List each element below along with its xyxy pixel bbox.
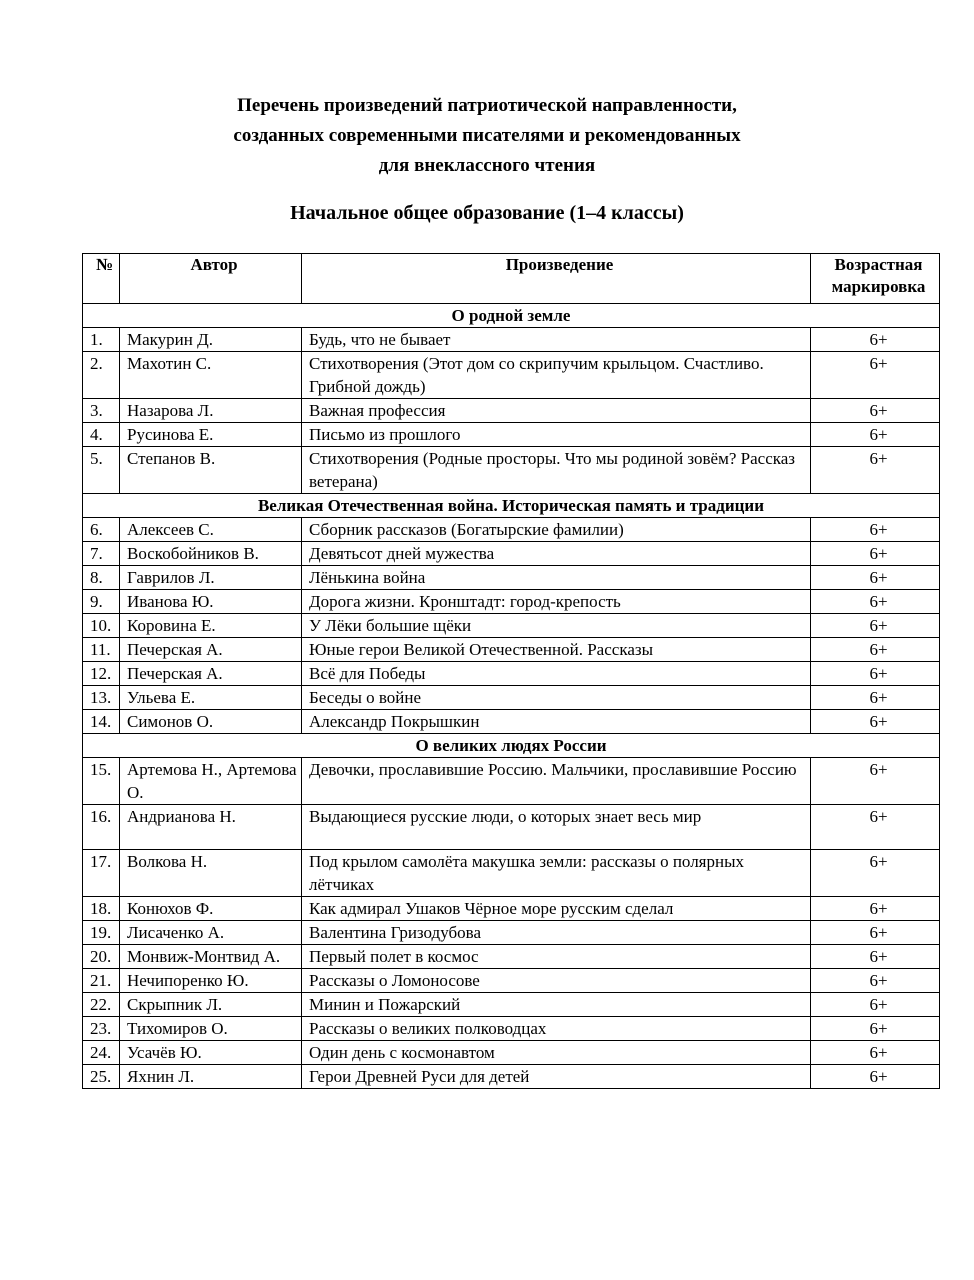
age-rating-cell: 6+ bbox=[811, 328, 940, 352]
title-line: созданных современными писателями и рекомендованных bbox=[233, 125, 741, 146]
author-cell: Лисаченко А. bbox=[120, 921, 302, 945]
table-row bbox=[83, 1041, 940, 1065]
table-row bbox=[83, 805, 940, 850]
author-cell: Нечипоренко Ю. bbox=[120, 969, 302, 993]
section-row bbox=[83, 494, 940, 518]
age-rating-cell: 6+ bbox=[811, 399, 940, 423]
age-rating-cell: 6+ bbox=[811, 710, 940, 734]
title-line: Перечень произведений патриотической направленности, bbox=[237, 95, 737, 116]
row-number: 15. bbox=[83, 758, 120, 805]
header-age-rating: Возрастная маркировка bbox=[811, 254, 940, 304]
section-title: Великая Отечественная война. Историческая память и традиции bbox=[83, 494, 940, 518]
author-cell: Симонов О. bbox=[120, 710, 302, 734]
table-row bbox=[83, 921, 940, 945]
work-cell: Письмо из прошлого bbox=[302, 423, 811, 447]
age-rating-cell: 6+ bbox=[811, 590, 940, 614]
work-cell: Первый полет в космос bbox=[302, 945, 811, 969]
age-rating-cell: 6+ bbox=[811, 686, 940, 710]
author-cell: Махотин С. bbox=[120, 352, 302, 399]
work-cell: Дорога жизни. Кронштадт: город-крепость bbox=[302, 590, 811, 614]
row-number: 22. bbox=[83, 993, 120, 1017]
row-number: 16. bbox=[83, 805, 120, 850]
author-cell: Ульева Е. bbox=[120, 686, 302, 710]
author-cell: Печерская А. bbox=[120, 638, 302, 662]
age-rating-cell: 6+ bbox=[811, 1041, 940, 1065]
author-cell: Скрыпник Л. bbox=[120, 993, 302, 1017]
age-rating-cell: 6+ bbox=[811, 662, 940, 686]
age-rating-cell: 6+ bbox=[811, 447, 940, 494]
author-cell: Иванова Ю. bbox=[120, 590, 302, 614]
table-row bbox=[83, 614, 940, 638]
table-row bbox=[83, 542, 940, 566]
work-cell: Стихотворения (Этот дом со скрипучим крыльцом. Счастливо. Грибной дождь) bbox=[302, 352, 811, 399]
age-rating-cell: 6+ bbox=[811, 638, 940, 662]
author-cell: Андрианова Н. bbox=[120, 805, 302, 850]
age-rating-cell: 6+ bbox=[811, 758, 940, 805]
row-number: 20. bbox=[83, 945, 120, 969]
age-rating-cell: 6+ bbox=[811, 566, 940, 590]
row-number: 2. bbox=[83, 352, 120, 399]
table-row bbox=[83, 590, 940, 614]
age-rating-cell: 6+ bbox=[811, 352, 940, 399]
work-cell: Минин и Пожарский bbox=[302, 993, 811, 1017]
row-number: 11. bbox=[83, 638, 120, 662]
table-row bbox=[83, 758, 940, 805]
table-row bbox=[83, 638, 940, 662]
author-cell: Тихомиров О. bbox=[120, 1017, 302, 1041]
author-cell: Усачёв Ю. bbox=[120, 1041, 302, 1065]
table-row bbox=[83, 897, 940, 921]
table-row bbox=[83, 686, 940, 710]
work-cell: Валентина Гризодубова bbox=[302, 921, 811, 945]
document-title bbox=[0, 91, 974, 181]
header-number: № bbox=[83, 254, 120, 304]
document-subtitle: Начальное общее образование (1–4 классы) bbox=[290, 202, 684, 224]
work-cell: Будь, что не бывает bbox=[302, 328, 811, 352]
table-row bbox=[83, 399, 940, 423]
age-rating-cell: 6+ bbox=[811, 614, 940, 638]
work-cell: У Лёки большие щёки bbox=[302, 614, 811, 638]
author-cell: Алексеев С. bbox=[120, 518, 302, 542]
work-cell: Рассказы о великих полководцах bbox=[302, 1017, 811, 1041]
table-row bbox=[83, 662, 940, 686]
row-number: 6. bbox=[83, 518, 120, 542]
works-table bbox=[82, 253, 940, 1089]
table-row bbox=[83, 850, 940, 897]
author-cell: Степанов В. bbox=[120, 447, 302, 494]
age-rating-cell: 6+ bbox=[811, 897, 940, 921]
work-cell: Сборник рассказов (Богатырские фамилии) bbox=[302, 518, 811, 542]
age-rating-cell: 6+ bbox=[811, 921, 940, 945]
table-row bbox=[83, 566, 940, 590]
row-number: 4. bbox=[83, 423, 120, 447]
row-number: 18. bbox=[83, 897, 120, 921]
row-number: 25. bbox=[83, 1065, 120, 1089]
row-number: 3. bbox=[83, 399, 120, 423]
work-cell: Стихотворения (Родные просторы. Что мы родиной зовём? Рассказ ветерана) bbox=[302, 447, 811, 494]
section-row bbox=[83, 304, 940, 328]
row-number: 23. bbox=[83, 1017, 120, 1041]
age-rating-cell: 6+ bbox=[811, 1065, 940, 1089]
table-header-row bbox=[83, 254, 940, 304]
author-cell: Артемова Н., Артемова О. bbox=[120, 758, 302, 805]
row-number: 13. bbox=[83, 686, 120, 710]
work-cell: Важная профессия bbox=[302, 399, 811, 423]
table-row bbox=[83, 710, 940, 734]
work-cell: Лёнькина война bbox=[302, 566, 811, 590]
table-row bbox=[83, 993, 940, 1017]
work-cell: Юные герои Великой Отечественной. Рассказы bbox=[302, 638, 811, 662]
row-number: 5. bbox=[83, 447, 120, 494]
table-row bbox=[83, 518, 940, 542]
author-cell: Коровина Е. bbox=[120, 614, 302, 638]
work-cell: Под крылом самолёта макушка земли: рассказы о полярных лётчиках bbox=[302, 850, 811, 897]
author-cell: Воскобойников В. bbox=[120, 542, 302, 566]
row-number: 9. bbox=[83, 590, 120, 614]
row-number: 24. bbox=[83, 1041, 120, 1065]
work-cell: Всё для Победы bbox=[302, 662, 811, 686]
age-rating-cell: 6+ bbox=[811, 945, 940, 969]
age-rating-cell: 6+ bbox=[811, 993, 940, 1017]
row-number: 8. bbox=[83, 566, 120, 590]
work-cell: Девятьсот дней мужества bbox=[302, 542, 811, 566]
age-rating-cell: 6+ bbox=[811, 850, 940, 897]
author-cell: Назарова Л. bbox=[120, 399, 302, 423]
age-rating-cell: 6+ bbox=[811, 518, 940, 542]
author-cell: Конюхов Ф. bbox=[120, 897, 302, 921]
work-cell: Герои Древней Руси для детей bbox=[302, 1065, 811, 1089]
section-title: О великих людях России bbox=[83, 734, 940, 758]
age-rating-cell: 6+ bbox=[811, 423, 940, 447]
section-title: О родной земле bbox=[83, 304, 940, 328]
author-cell: Макурин Д. bbox=[120, 328, 302, 352]
row-number: 17. bbox=[83, 850, 120, 897]
section-row bbox=[83, 734, 940, 758]
table-row bbox=[83, 969, 940, 993]
author-cell: Русинова Е. bbox=[120, 423, 302, 447]
row-number: 21. bbox=[83, 969, 120, 993]
table-row bbox=[83, 945, 940, 969]
table-row bbox=[83, 1017, 940, 1041]
work-cell: Один день с космонавтом bbox=[302, 1041, 811, 1065]
row-number: 12. bbox=[83, 662, 120, 686]
work-cell: Как адмирал Ушаков Чёрное море русским сделал bbox=[302, 897, 811, 921]
author-cell: Печерская А. bbox=[120, 662, 302, 686]
age-rating-cell: 6+ bbox=[811, 969, 940, 993]
work-cell: Выдающиеся русские люди, о которых знает весь мир bbox=[302, 805, 811, 850]
author-cell: Монвиж-Монтвид А. bbox=[120, 945, 302, 969]
author-cell: Гаврилов Л. bbox=[120, 566, 302, 590]
title-line: для внеклассного чтения bbox=[378, 155, 596, 176]
row-number: 19. bbox=[83, 921, 120, 945]
row-number: 7. bbox=[83, 542, 120, 566]
age-rating-cell: 6+ bbox=[811, 805, 940, 850]
author-cell: Волкова Н. bbox=[120, 850, 302, 897]
age-rating-cell: 6+ bbox=[811, 1017, 940, 1041]
work-cell: Рассказы о Ломоносове bbox=[302, 969, 811, 993]
work-cell: Девочки, прославившие Россию. Мальчики, прославившие Россию bbox=[302, 758, 811, 805]
work-cell: Александр Покрышкин bbox=[302, 710, 811, 734]
row-number: 1. bbox=[83, 328, 120, 352]
table-row bbox=[83, 423, 940, 447]
row-number: 14. bbox=[83, 710, 120, 734]
work-cell: Беседы о войне bbox=[302, 686, 811, 710]
table-row bbox=[83, 447, 940, 494]
author-cell: Яхнин Л. bbox=[120, 1065, 302, 1089]
age-rating-cell: 6+ bbox=[811, 542, 940, 566]
header-author: Автор bbox=[120, 254, 302, 304]
table-row bbox=[83, 1065, 940, 1089]
table-row bbox=[83, 352, 940, 399]
table-row bbox=[83, 328, 940, 352]
header-work: Произведение bbox=[302, 254, 811, 304]
table-body bbox=[83, 304, 940, 1089]
row-number: 10. bbox=[83, 614, 120, 638]
